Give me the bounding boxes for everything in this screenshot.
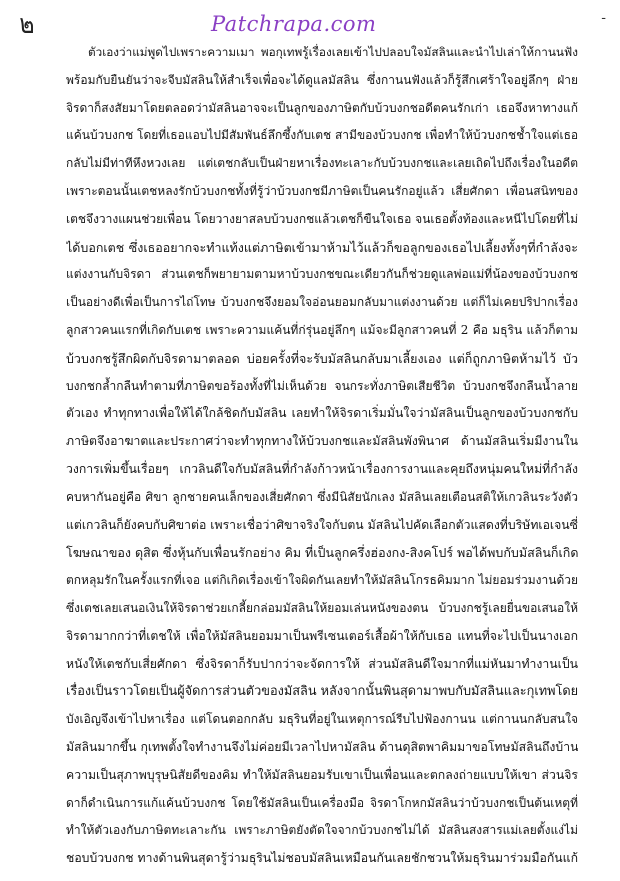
text-line: ตกหลุมรักในครั้งแรกที่เจอ แต่กิเกิดเรื่องเข้าใจผิดกันเลยทำให้มัสลินโกรธคิมมาก ไม่ยอมร่วมงานด้วย [66, 573, 578, 588]
text-line: ซึ่งเตชเลยเสนอเงินให้จิรดาช่วยเกลี้ยกล่อมมัสลินให้ยอมเล่นหนังของตน บ้วบงกชรู้เลยยื่นขอเสนอให้ [66, 600, 578, 615]
text-line: บงกชกล้ำกลืนทำตามที่ภาษิตขอร้องทั้งที่ไม่เห็นด้วย จนกระทั่งภาษิตเสียชีวิต บ้วบงกชจึงกลืนน้ำลาย [66, 378, 578, 393]
text-line: จิรดาก็สงสัยมาโดยตลอดว่ามัสลินอาจจะเป็นลูกของภาษิตกับบ้วบงกชอดีตคนรักเก่า เธอจึงหาทางแก้ [66, 100, 578, 115]
text-line: เป็นอย่างดีเพื่อเป็นการไถ่โทษ บ้วบงกชจึงยอมใจอ่อนยอมกลับมาแต่งงานด้วย แต่ก็ไม่เคยปริปากเรื่อง [66, 295, 578, 310]
text-line: จิรดามากกว่าที่เตชให้ เพื่อให้มัสลินยอมมาเป็นพรีเซนเตอร์เสื้อผ้าให้กับเธอ แทนที่จะไปเป็นนางเอก [66, 628, 578, 643]
text-line: บ้วบงกชรู้สึกผิดกับจิรดามาตลอด บ่อยครั้งที่จะรับมัสลินกลับมาเลี้ยงเอง แต่ก็ถูกภาษิตห้ามไว้ บัว [66, 350, 578, 366]
text-line: พร้อมกับยืนยันว่าจะจีบมัสลินให้สำเร็จเพื่อจะได้ดูแลมัสลิน ซึ่งกานนฟังแล้วก็รู้สึกเศร้าใจอยู่ลึกๆ ฝ่าย [66, 72, 578, 87]
text-line: มัสลินมากขึ้น กุเทพตั้งใจทำงานจึงไม่ค่อยมีเวลาไปหามัสลิน ด้านดุสิตพาคิมมาขอโทษมัสลินถึงบ้าน [66, 739, 578, 754]
text-line: ลูกสาวคนแรกที่เกิดกับเตช เพราะความแค้นที่ก่รุ่นอยู่ลึกๆ แม้จะมีลูกสาวคนที่ 2 คือ มธุริน แล้วก็ตาม [66, 322, 578, 337]
watermark-logo: Patchrapa.com [211, 12, 377, 36]
page-number: ๒ [19, 9, 35, 40]
text-line: แต่เกวลินก็ยังคบกับศิขาต่อ เพราะเชื่อว่าศิขาจริงใจกับตน มัสลินไปคัดเลือกตัวแสดงที่บริษัทเอเจนซี่ [66, 517, 578, 532]
corner-mark: - [601, 10, 606, 26]
text-line: ความเป็นสุภาพบุรุษนิสัยดีของคิม ทำให้มัสลินยอมรับเขาเป็นเพื่อนและตกลงถ่ายแบบให้เขา ส่วนจิร [66, 767, 578, 782]
text-line: คบหากันอยู่คือ ศิขา ลูกชายคนเล็กของเสี่ยศักดา ซึ่งมีนิสัยนักเลง มัสลินเลยเตือนสติให้เกวลินระวังตัว [66, 489, 578, 504]
text-line: แต่งงานกับจิรดา ส่วนเตชก็พยายามตามหาบ้วบงกชขณะเดียวกันก็ช่วยดูแลพ่อแม่ที่น้องของบ้วบงกช [66, 267, 578, 282]
document-body [66, 39, 578, 873]
text-line: วงการเพิ่มขึ้นเรื่อยๆ เกวลินดีใจกับมัสลินที่กำลังก้าวหน้าเรื่องการงานและคุยถึงหนุ่มคนใหม่ที่กำลัง [66, 461, 578, 476]
text-line: ตัวเอง ทำทุกทางเพื่อให้ได้ใกล้ชิดกับมัสลิน เลยทำให้จิรดาเริ่มมั่นใจว่ามัสลินเป็นลูกของบ้วบงกชกับ [66, 406, 578, 421]
text-line: โฆษณาของ ดุสิต ซึ่งหุ้นกับเพื่อนรักอย่าง คิม ที่เป็นลูกครึ่งฮ่องกง-สิงคโปร์ พอได้พบกับมัสลินก็เกิด [66, 545, 578, 561]
text-line: เตชจึงวางแผนช่วยเพื่อน โดยวางยาสลบบ้วบงกชแล้วเตชก็ขืนใจเธอ จนเธอตั้งท้องและหนีไปโดยที่ไม่ [66, 211, 578, 226]
text-line: ดาก็ดำเนินการแก้แค้นบ้วบงกช โดยใช้มัสลินเป็นเครื่องมือ จิรดาโกหกมัสลินว่าบ้วบงกชเป็นต้นเหตุที่ [66, 795, 578, 810]
text-line: ชอบบ้วบงกช ทางด้านพินสุดารู้ว่ามธุรินไม่ชอบมัสลินเหมือนกันเลยชักชวนให้มธุรินมาร่วมมือกันแก้ [66, 851, 578, 866]
text-line: ได้บอกเตช ซึ่งเธออยากจะทำแท้งแต่ภาษิตเข้ามาห้ามไว้แล้วก็ขอลูกของเธอไปเลี้ยงทั้งๆที่กำลังจะ [66, 239, 578, 255]
text-line: ทำให้ตัวเองกับภาษิตทะเลาะกัน เพราะภาษิตยังตัดใจจากบ้วบงกชไม่ได้ มัสลินสงสารแม่เลยตั้งแง่ไม่ [66, 823, 578, 838]
text-line: เพราะตอนนั้นเตชหลงรักบ้วบงกชทั้งที่รู้ว่าบ้วบงกชมีภาษิตเป็นคนรักอยู่แล้ว เสี่ยศักดา เพื่อนสนิทของ [66, 183, 578, 198]
text-line: กลับไม่มีท่าทีหึงหวงเลย แต่เตชกลับเป็นฝ่ายหาเรื่องทะเลาะกับบ้วบงกชและเลยเถิดไปถึงเรื่องในอดีต [66, 156, 578, 171]
text-line: บังเอิญจึงเข้าไปหาเรื่อง แต่โดนตอกกลับ มธุรินที่อยู่ในเหตุการณ์รีบไปฟ้องกานน แต่กานนกลับสนใจ [66, 712, 578, 727]
text-line: แค้นบ้วบงกช โดยที่เธอแอบไปมีสัมพันธ์ลึกซึ้งกับเตช สามีของบ้วบงกช เพื่อทำให้บ้วบงกชช้ำใจแต่เธอ [66, 128, 578, 143]
text-line: ตัวเองว่าแม่พูดไปเพราะความเมา พอกุเทพรู้เรื่องเลยเข้าไปปลอบใจมัสลินและนำไปเล่าให้กานนฟัง [88, 45, 578, 59]
text-line: เรื่องเป็นราวโดยเป็นผู้จัดการส่วนตัวของมัสลิน หลังจากนั้นพินสุดามาพบกับมัสลินและกุเทพโดย [66, 684, 578, 700]
text-line: ภาษิตจึงอาฆาตและประกาศว่าจะทำทุกทางให้บ้วบงกชและมัสลินพังพินาศ ด้านมัสลินเริ่มมีงานใน [66, 434, 578, 449]
text-line: หนังให้เตชกับเสี่ยศักดา ซึ่งจิรดาก็รับปากว่าจะจัดการให้ ส่วนมัสลินดีใจมากที่แม่หันมาทำงานเป็น [66, 656, 578, 671]
